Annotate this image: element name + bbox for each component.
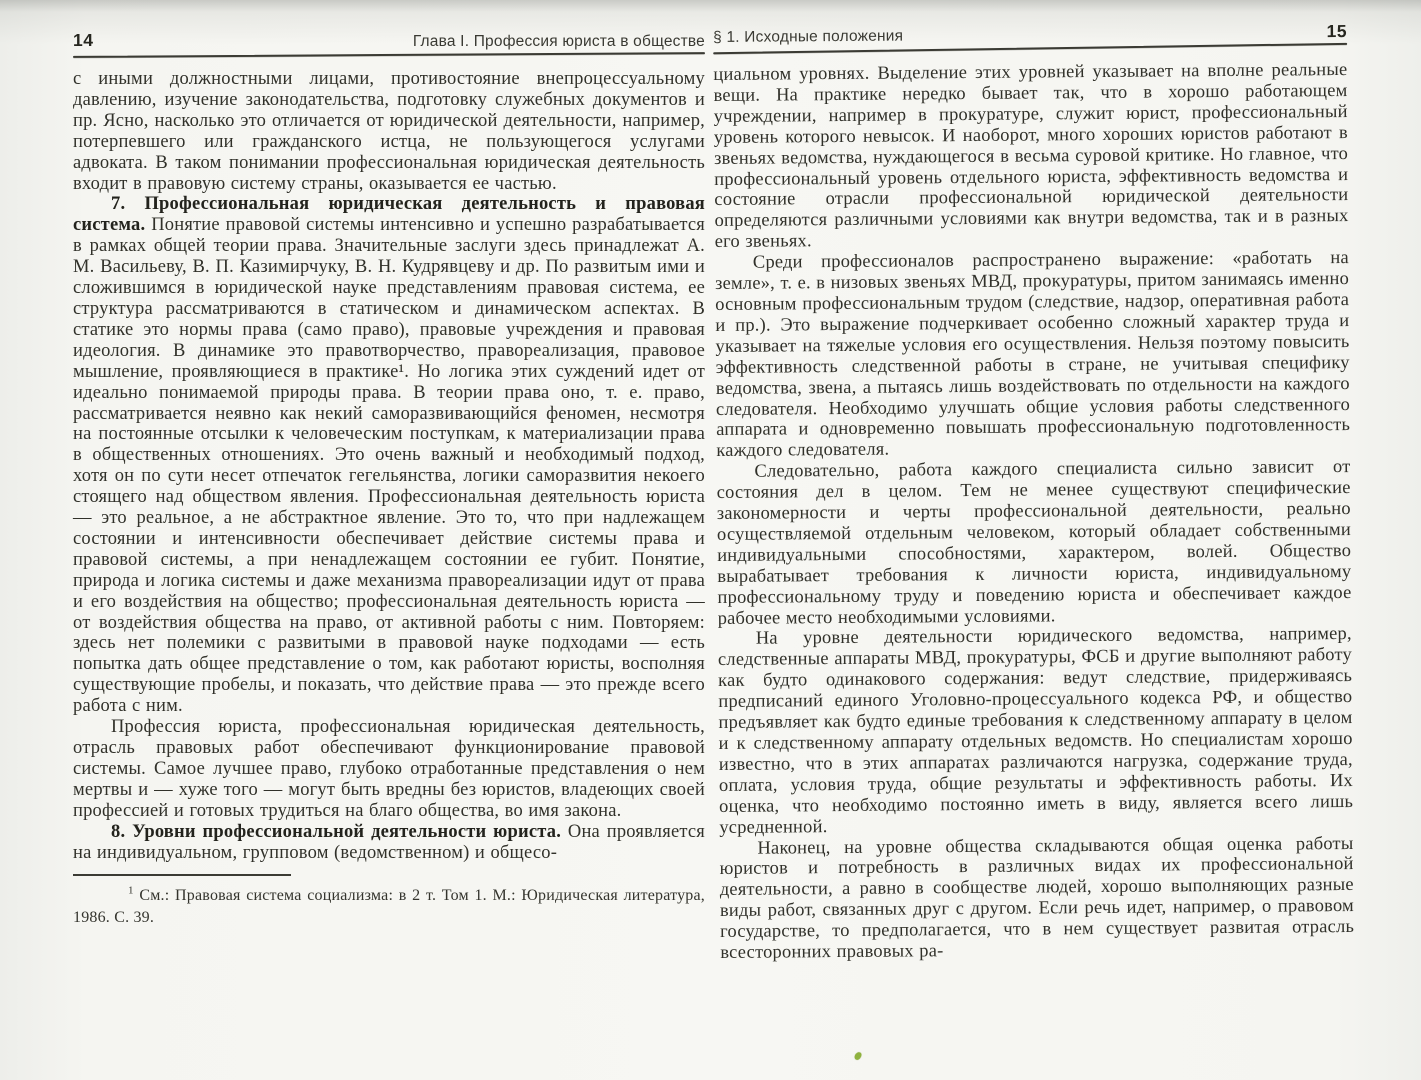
running-head: Глава I. Профессия юриста в обществе: [412, 33, 705, 50]
footnote-marker: 1: [128, 885, 134, 898]
page-header: [713, 21, 1347, 47]
page-number: 15: [1326, 21, 1348, 42]
running-head: § 1. Исходные положения: [713, 27, 904, 46]
paragraph: Наконец, на уровне общества складываются общая оценка работы юристов и потребность в различных видах их профессиональной деятельности, а равно в сообществе людей, хорошо выполняющих разные виды работ, связанных друг с другом. Если речь идет, например, о правовом государстве, то предполагается, что в нем существует развитая отрасль всесторонних правовых ра-: [719, 833, 1355, 964]
footnote-text: См.: Правовая система социализма: в 2 т. Том 1. М.: Юридическая литература, 1986. С. 39.: [73, 887, 706, 926]
page-body: [713, 60, 1354, 964]
page-body: [73, 69, 705, 863]
page-number: 14: [73, 30, 94, 50]
section-heading: 8. Уровни профессиональной деятельности юриста.: [111, 821, 562, 842]
paragraph: [73, 194, 705, 717]
paragraph-text: Понятие правовой системы интенсивно и успешно разрабатывается в рамках общей теории права. Значительные заслуги здесь принадлежат А. М. Васильеву, В. П. Казимирчуку, В. Н. Кудрявцеву и др. По развитым ими и сложившимся в юридической науке представлениям правовая система, ее структура рассматриваются в статическом и динамическом аспектах. В статике это нормы права (само право), правовые учреждения и правовая идеология. В динамике это правотворчество, правореализация, правовое мышление, проявляющиеся в практике¹. Но логика этих суждений идет от идеально понимаемой природы права. В теории права оно, т. е. право, рассматривается неявно как некий саморазвивающийся феномен, несмотря на постоянные отсылки к человеческим поступкам, к материализации права в общественных отношениях. Это очень важный и необходимый подход, хотя он по сути несет отпечаток гегельянства, логики саморазвития некоего стоящего над обществом явления. Профессиональная деятельность юриста — это реальное, а не абстрактное явление. Это то, что при надлежащем состоянии и интенсивности обеспечивает действие системы права и правовой системы, а при ненадлежащем состоянии ее губит. Понятие, природа и логика системы и даже механизма правореализации идут от права и его воздействия на общество; профессиональная деятельность юриста — от воздействия общества на право, от активной работы с ним. Повторяем: здесь нет полемики с развитыми в правовой науке подходами — есть попытка дать общее представление о том, как работают юристы, восполняя существующие пробелы, и показать, что действие права — это прежде всего работа с ним.: [73, 215, 705, 717]
page-header: [73, 30, 705, 51]
paragraph: Профессия юриста, профессиональная юридическая деятельность, отрасль правовых работ обеспечивают функционирование правовой системы. Самое лучшее право, глубоко отработанные представления о нем мертвы и — хуже того — могут быть вредны без юристов, владеющих своей профессией и готовых трудиться на благо общества, во имя закона.: [73, 717, 705, 821]
paragraph: На уровне деятельности юридического ведомства, например, следственные аппараты МВД, прокуратуры, ФСБ и другие выполняют работу как будто одинакового содержания: ведут следствие, придерживаясь предписаний единого Уголовно-процессуального кодекса РФ, и общество предъявляет как будто единые требования к следственному аппарату в целом и к следственному аппарату отдельных ведомств. Но специалистам хорошо известно, что в этих аппаратах различаются нагрузка, содержание труда, оплата, условия труда, общие результаты и эффективность работы. Их оценка, что необходимо постоянно иметь в виду, является всего лишь усредненной.: [717, 624, 1354, 838]
paragraph: циальном уровнях. Выделение этих уровней указывает на вполне реальные вещи. На практике нередко бывает так, что в хорошо работающем учреждении, например в прокуратуре, служит юрист, профессиональный уровень которого невысок. И наоборот, много хороших юристов работают в звеньях ведомства, нуждающегося в весьма суровой критике. Но главное, что профессиональный уровень отдельного юриста, эффективность ведомства и состояние отрасли профессиональной юридической деятельности определяются различными условиями как внутри ведомства, так и в разных его звеньях.: [713, 60, 1349, 253]
section-heading: 7. Профессиональная юридическая деятельность и правовая система.: [73, 194, 705, 236]
paragraph: [73, 822, 705, 864]
scan-speck: [854, 1051, 863, 1061]
footnote: [73, 885, 705, 928]
paragraph: Среди профессионалов распространено выражение: «работать на земле», т. е. в низовых звеньях МВД, прокуратуры, притом занимаясь именно основным профессиональным трудом (следствие, надзор, оперативная работа и пр.). Это выражение подчеркивает особенно сложный характер труда и указывает на тяжелые условия его осуществления. Нельзя поэтому повысить эффективность следственной работы в стране, не учитывая специфику ведомства, звена, а пытаясь лишь воздействовать по отдельности на каждого следователя. Необходимо улучшать общие условия работы следственного аппарата и одновременно повышать профессиональную подготовленность каждого следователя.: [714, 248, 1351, 462]
paragraph: Следовательно, работа каждого специалиста сильно зависит от состояния дел в целом. Тем не менее существуют специфические закономерности и черты профессиональной деятельности, реально осуществляемой отдельным человеком, который обладает собственными индивидуальными способностями, характером, волей. Общество вырабатывает требования к личности юриста, индивидуальному профессиональному труду и поведению юриста и обеспечивает каждое рабочее место необходимыми условиями.: [716, 457, 1352, 629]
footnote-rule: [73, 874, 291, 876]
paragraph: с иными должностными лицами, противостояние внепроцессуальному давлению, изучение законодательства, подготовку служебных документов и пр. Ясно, насколько это отличается от юридической деятельности, например, потерпевшего или гражданского истца, не пользующегося услугами адвоката. В таком понимании профессиональная юридическая деятельность входит в правовую систему страны, оказывается ее частью.: [73, 69, 705, 194]
header-rule: [73, 52, 705, 58]
page-14: [73, 30, 705, 928]
paragraph-text: Она проявляется на индивидуальном, групповом (ведомственном) и общесо-: [73, 821, 705, 863]
page-15: [713, 21, 1354, 964]
